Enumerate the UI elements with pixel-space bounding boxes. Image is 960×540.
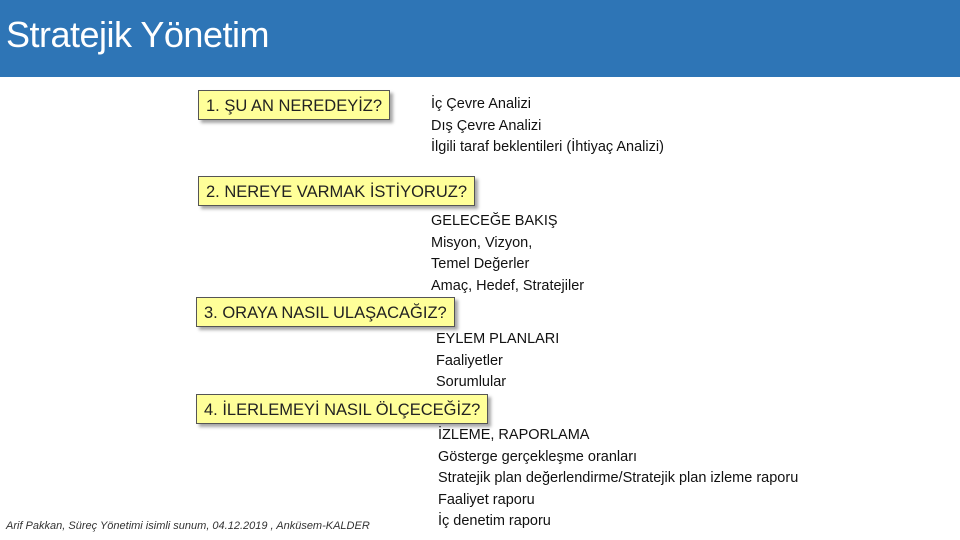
answer-item: Amaç, Hedef, Stratejiler [431,277,585,294]
answer-item: Stratejik plan değerlendirme/Stratejik plan izleme raporu [438,470,799,486]
answer-item: Misyon, Vizyon, [431,234,533,251]
slide-title: Stratejik Yönetim [6,14,269,55]
answer-item: İç denetim raporu [438,513,551,529]
title-bar [0,0,960,77]
question-box-2: 2. NEREYE VARMAK İSTİYORUZ? [198,176,475,206]
question-box-4: 4. İLERLEMEYİ NASIL ÖLÇECEĞİZ? [196,394,488,424]
question-box-3: 3. ORAYA NASIL ULAŞACAĞIZ? [196,297,455,327]
answer-item: Gösterge gerçekleşme oranları [438,448,638,465]
answer-item: İlgili taraf beklentileri (İhtiyaç Analizi) [431,139,664,155]
answer-item: İZLEME, RAPORLAMA [438,427,590,443]
answer-item: Sorumlular [436,374,507,390]
answer-item: Dış Çevre Analizi [431,117,542,134]
question-box-1: 1. ŞU AN NEREDEYİZ? [198,90,390,120]
answer-item: İç Çevre Analizi [431,96,531,112]
answer-item: GELECEĞE BAKIŞ [431,213,558,229]
answer-item: Faaliyet raporu [438,491,535,508]
answer-list-4 [438,425,798,533]
answer-list-2 [431,211,584,297]
footer-citation: Arif Pakkan, Süreç Yönetimi isimli sunum, 04.12.2019 , Anküsem-KALDER [6,520,370,532]
answer-item: EYLEM PLANLARI [436,331,560,347]
answer-item: Temel Değerler [431,256,530,272]
answer-item: Faaliyetler [436,352,503,369]
answer-list-1 [431,94,664,159]
answer-list-3 [436,329,559,394]
